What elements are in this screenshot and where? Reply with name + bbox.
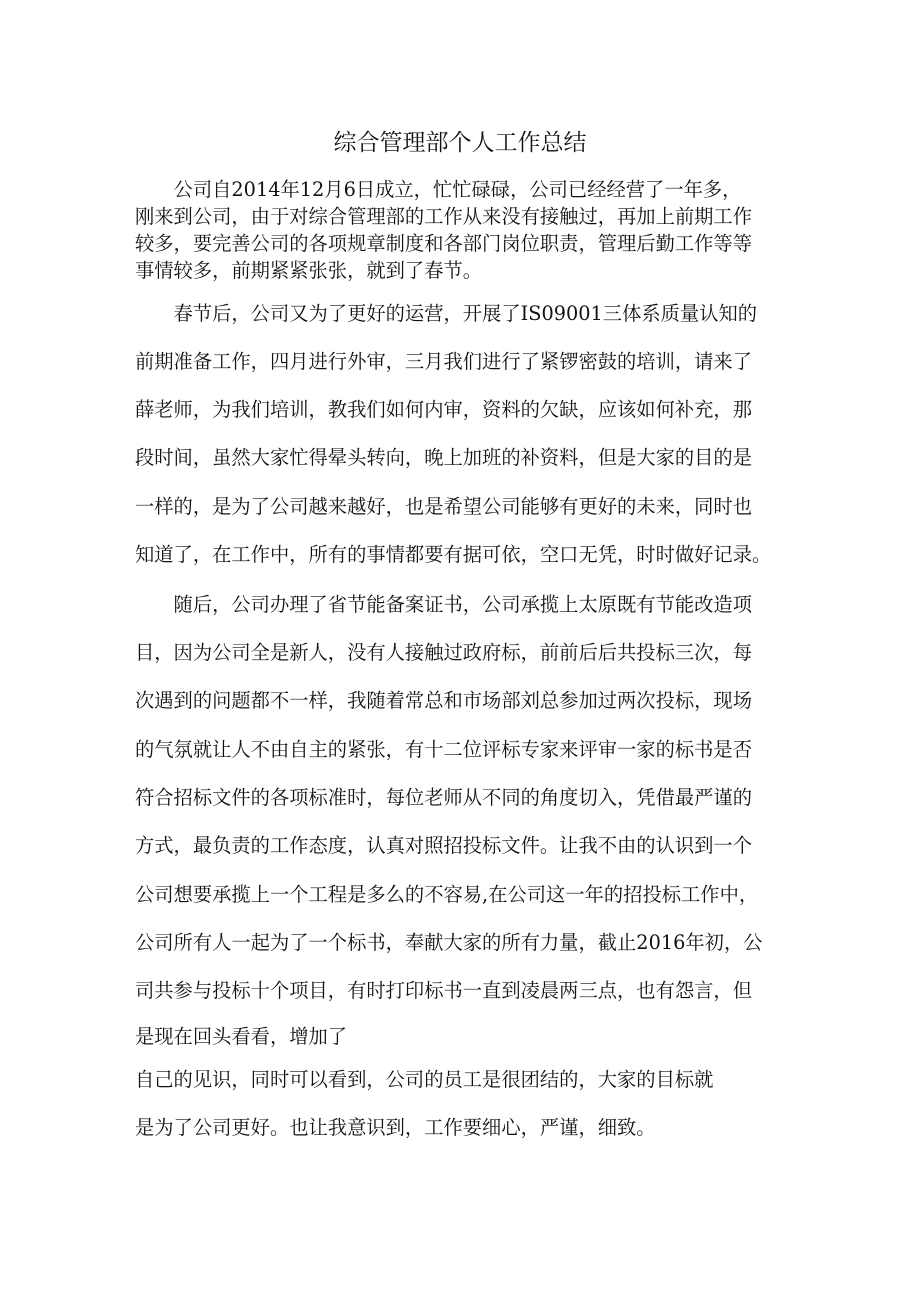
paragraph-3-line-1: 随后，公司办理了省节能备案证书，公司承揽上太原既有节能改造项 (135, 593, 752, 616)
paragraph-3-line-2: 目，因为公司全是新人，没有人接触过政府标，前前后后共投标三次，每 (135, 641, 752, 664)
paragraph-2-line-2: 前期准备工作，四月进行外审，三月我们进行了紧锣密鼓的培训，请来了 (135, 350, 752, 373)
paragraph-3-line-9: 司共参与投标十个项目，有时打印标书一直到凌晨两三点，也有怨言，但 (135, 979, 752, 1002)
paragraph-3-line-5: 符合招标文件的各项标准时，每位老师从不同的角度切入，凭借最严谨的 (135, 786, 752, 809)
paragraph-4-line-1: 自己的见识，同时可以看到，公司的员工是很团结的，大家的目标就 (135, 1068, 714, 1091)
paragraph-2-line-1: 春节后，公司又为了更好的运营，开展了IS09001三体系质量认知的 (135, 302, 758, 325)
paragraph-2-line-4: 段时间，虽然大家忙得晕头转向，晚上加班的补资料，但是大家的目的是 (135, 446, 752, 469)
paragraph-4-line-2: 是为了公司更好。也让我意识到，工作要细心，严谨，细致。 (135, 1116, 656, 1139)
paragraph-1-line-1: 公司自2014年12月6日成立，忙忙碌碌，公司已经经营了一年多， (135, 178, 742, 201)
paragraph-3-line-7: 公司想要承揽上一个工程是多么的不容易,在公司这一年的招投标工作中， (135, 883, 759, 906)
paragraph-3-line-6: 方式，最负责的工作态度，认真对照招投标文件。让我不由的认识到一个 (135, 834, 752, 857)
paragraph-2-line-3: 薛老师，为我们培训，教我们如何内审，资料的欠缺，应该如何补充，那 (135, 398, 752, 421)
paragraph-1-line-4: 事情较多，前期紧紧张张，就到了春节。 (135, 259, 483, 282)
paragraph-1-line-3: 较多，要完善公司的各项规章制度和各部门岗位职责，管理后勤工作等等 (135, 232, 752, 255)
paragraph-3-line-3: 次遇到的问题都不一样，我随着常总和市场部刘总参加过两次投标，现场 (135, 689, 752, 712)
paragraph-3-line-4: 的气氛就让人不由自主的紧张，有十二位评标专家来评审一家的标书是否 (135, 738, 752, 761)
paragraph-3-line-10: 是现在回头看看，增加了 (135, 1025, 348, 1048)
paragraph-3-line-8: 公司所有人一起为了一个标书，奉献大家的所有力量，截止2016年初，公 (135, 931, 763, 954)
document-title: 综合管理部个人工作总结 (333, 130, 587, 156)
paragraph-2-line-6: 知道了，在工作中，所有的事情都要有据可依，空口无凭，时时做好记录。 (135, 543, 772, 566)
paragraph-2-line-5: 一样的，是为了公司越来越好，也是希望公司能够有更好的未来，同时也 (135, 495, 752, 518)
paragraph-1-line-2: 刚来到公司，由于对综合管理部的工作从来没有接触过，再加上前期工作 (135, 205, 752, 228)
